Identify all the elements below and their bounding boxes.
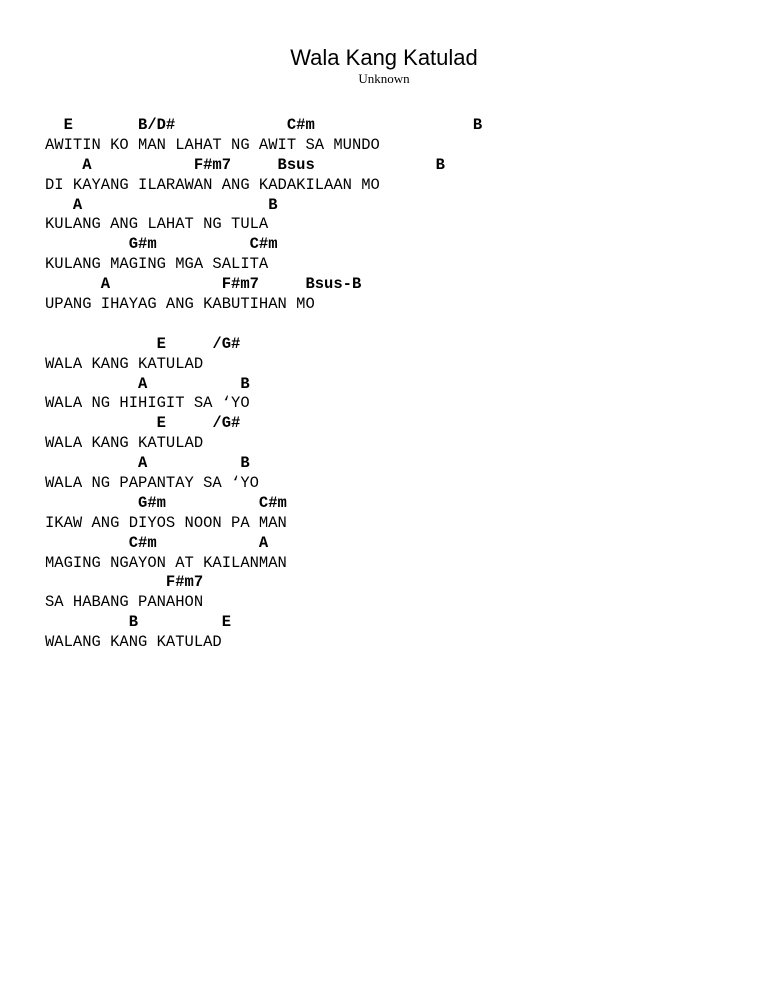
chord-line: E B/D# C#m B: [45, 116, 483, 134]
lyric-line: AWITIN KO MAN LAHAT NG AWIT SA MUNDO: [45, 135, 380, 154]
lyric-line: WALA NG HIHIGIT SA ‘YO: [45, 394, 250, 413]
lyric-line: KULANG MAGING MGA SALITA: [45, 255, 269, 274]
verse-section: [45, 116, 482, 315]
chord-line: A F#m7 Bsus B: [45, 155, 445, 174]
lyric-line: WALA KANG KATULAD: [45, 434, 204, 453]
song-artist: Unknown: [358, 71, 410, 86]
lyric-line: DI KAYANG ILARAWAN ANG KADAKILAAN MO: [45, 175, 380, 194]
chord-line: G#m C#m: [45, 493, 287, 512]
chord-line: E /G#: [45, 414, 241, 433]
chord-line: C#m A: [45, 533, 269, 552]
lyric-line: UPANG IHAYAG ANG KABUTIHAN MO: [45, 295, 315, 314]
lyric-line: WALANG KANG KATULAD: [45, 633, 222, 652]
song-title: Wala Kang Katulad: [290, 45, 478, 70]
lyric-line: SA HABANG PANAHON: [45, 593, 204, 612]
chord-line: E /G#: [45, 334, 241, 353]
chord-line: A B: [45, 374, 250, 393]
chord-sheet: [45, 116, 482, 653]
lyric-line: WALA KANG KATULAD: [45, 354, 204, 373]
section-spacer: [45, 315, 482, 335]
chord-line: F#m7: [45, 573, 204, 592]
chorus-section: [45, 335, 482, 653]
chord-line: B E: [45, 613, 232, 632]
lyric-line: MAGING NGAYON AT KAILANMAN: [45, 553, 287, 572]
chord-line: A F#m7 Bsus-B: [45, 275, 362, 294]
chord-line: G#m C#m: [45, 235, 278, 254]
lyric-line: KULANG ANG LAHAT NG TULA: [45, 215, 269, 234]
lyric-line: IKAW ANG DIYOS NOON PA MAN: [45, 513, 287, 532]
lyric-line: WALA NG PAPANTAY SA ‘YO: [45, 474, 259, 493]
chord-line: A B: [45, 195, 278, 214]
chord-line: A B: [45, 454, 250, 473]
